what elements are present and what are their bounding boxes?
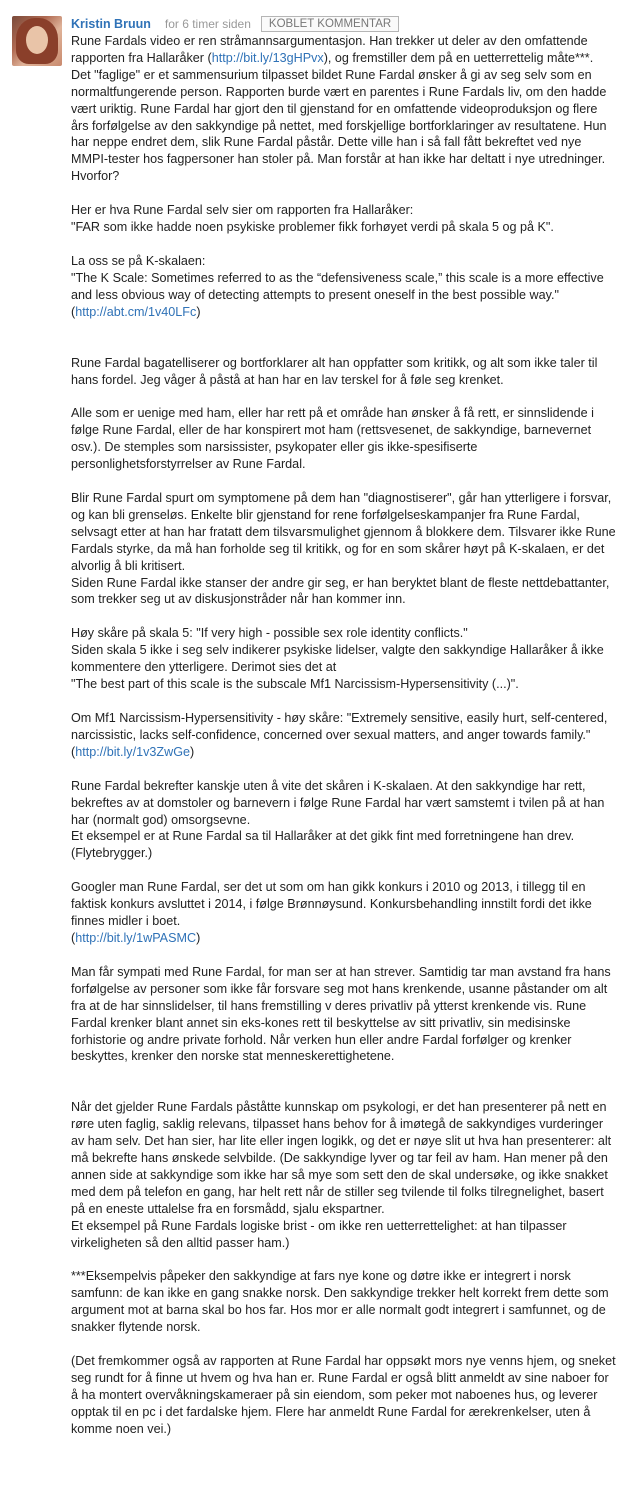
paragraph-line xyxy=(71,355,616,389)
linked-comment-badge: KOBLET KOMMENTAR xyxy=(261,16,399,32)
comment-text: ) xyxy=(196,930,201,945)
paragraph-spacer xyxy=(71,947,616,964)
comment-text: Rune Fardal bagatelliserer og bortforklarer alt han oppfatter som kritikk, og alt som ikke taler til hans fordel. Jeg våger å påstå at han har en lav terskel for å føle seg krenket. xyxy=(71,355,598,387)
comment-text: "The K Scale: Sometimes referred to as the “defensiveness scale,” this scale is a more effective and less obvious way of detecting attempts to present oneself in the best possible way." xyxy=(71,270,604,302)
paragraph-spacer xyxy=(71,1336,616,1353)
comment-text: ***Eksempelvis påpeker den sakkyndige at fars nye kone og døtre ikke er integrert i norsk samfunn: de kan ikke en gang snakke norsk. Den sakkyndige trekker helt korrekt frem dette som argument mot at barna skal bo hos far. Hos mor er alle normalt godt integrert i samfunnet, og de snakker flytende norsk. xyxy=(71,1269,609,1335)
paragraph-line xyxy=(71,676,616,693)
comment-text: Siden Rune Fardal ikke stanser der andre gir seg, er han beryktet blant de fleste nettdebattanter, som trekker seg ut av diskusjonstråder når han kommer inn. xyxy=(71,575,610,607)
comment-paragraph xyxy=(71,879,616,947)
paragraph-spacer xyxy=(71,1065,616,1099)
comment-text: "The best part of this scale is the subscale Mf1 Narcissism-Hypersensitivity (...)". xyxy=(71,677,519,692)
paragraph-line xyxy=(71,253,616,270)
paragraph-line xyxy=(71,1268,616,1336)
paragraph-line xyxy=(71,964,616,1065)
paragraph-spacer xyxy=(71,693,616,710)
paragraph-line xyxy=(71,625,616,642)
comment-paragraph xyxy=(71,405,616,473)
comment-text: Et eksempel er at Rune Fardal sa til Hallaråker at det gikk fint med forretningene han drev. (Flytebrygger.) xyxy=(71,829,575,861)
paragraph-line xyxy=(71,575,616,609)
comment-paragraph xyxy=(71,1099,616,1251)
paragraph-line xyxy=(71,1353,616,1438)
paragraph-spacer xyxy=(71,1251,616,1268)
comment-text: ), og fremstiller dem på en uetterrettelig måte***. Det "faglige" er et sammensurium tilpasset bildet Rune Fardal ønsker å gi av seg selv som en normaltfungerende person. Rapporten burde vært en parentes i Rune Fardals liv, om den hadde vært uriktig. Rune Fardal har gjort den til gjenstand for en omfattende videoproduksjon og flere års forfølgelse av den sakkyndige på nettet, med forskjellige bortforklaringer av resultatene. Hun har neppe endret dem, slik Rune Fardal påstår. Dette ville han i så fall fått bekreftet ved nye MMPI-tester hos fagpersoner han stoler på. Man forstår at han ikke har deltatt i nye utredninger. xyxy=(71,50,607,167)
comment-text: Om Mf1 Narcissism-Hypersensitivity - høy skåre: "Extremely sensitive, easily hurt, self-centered, narcissistic, lacks self-confidence, concerned over sexual matters, and anger towards family." xyxy=(71,711,608,742)
comment-text: Høy skåre på skala 5: "If very high - possible sex role identity conflicts." xyxy=(71,626,468,641)
paragraph-spacer xyxy=(71,473,616,490)
paragraph-spacer xyxy=(71,761,616,778)
comment-text: ( xyxy=(71,744,76,759)
comment-paragraph xyxy=(71,355,616,389)
comment-paragraph xyxy=(71,202,616,236)
paragraph-line xyxy=(71,1218,616,1252)
paragraph-line xyxy=(71,202,616,219)
comment-text: Alle som er uenige med ham, eller har rett på et område han ønsker å få rett, er sinnslidende i følge Rune Fardal, eller de har konspirert mot ham (rettsvesenet, de sakkyndige, barnevernet osv.). De stemples som narsissister, psykopater eller gis ikke-spesifiserte personlighetsforstyrrelser av Rune Fardal. xyxy=(71,406,594,472)
paragraph-spacer xyxy=(71,388,616,405)
comment-text: ( xyxy=(71,304,76,319)
comment-paragraph xyxy=(71,1268,616,1336)
paragraph-line xyxy=(71,778,616,829)
comment-text: Når det gjelder Rune Fardals påståtte kunnskap om psykologi, er det han presenterer på nett en røre uten faglig, saklig relevans, tilpasset hans behov for å imøtegå de sakkyndiges vurderinger av ham selv. Det han sier, har lite eller ingen logikk, og det er nøye slit ut hva han presenterer: alt må bekrefte hans ønskede selvbilde. (De sakkyndige lyver og tar feil av ham. Han mener på den annen side at sakkyndige som ikke har så mye som sett den de skal undersøke, og ikke snakket med dem på telefon en gang, har helt rett når de stiller seg tvilende til folks tilregnelighet, basert på en eneste uttalelse fra en forsmådd, sjalu ekspartner. xyxy=(71,1100,612,1216)
paragraph-line xyxy=(71,710,616,744)
comment-paragraph xyxy=(71,778,616,863)
comment-text: ( xyxy=(71,930,76,945)
paragraph-line xyxy=(71,219,616,236)
comment-paragraph xyxy=(71,253,616,321)
paragraph-line xyxy=(71,168,616,185)
paragraph-spacer xyxy=(71,185,616,202)
paragraph-line xyxy=(71,304,616,321)
comment-body xyxy=(71,33,616,1438)
avatar-face xyxy=(26,26,48,54)
paragraph-line xyxy=(71,1099,616,1217)
comment-text: Rune Fardal bekrefter kanskje uten å vite det skåren i K-skalaen. At den sakkyndige har rett, bekreftes av at domstoler og barnevern i følge Rune Fardal har vært samstemt i tvilen på at han har (normalt god) omsorgsevne. xyxy=(71,778,605,827)
paragraph-spacer xyxy=(71,236,616,253)
paragraph-line xyxy=(71,744,616,761)
author-name[interactable]: Kristin Bruun xyxy=(71,16,151,31)
paragraph-line xyxy=(71,490,616,575)
comment-link[interactable]: http://bit.ly/1wPASMC xyxy=(75,930,197,945)
paragraph-line xyxy=(71,642,616,676)
comment-text: ) xyxy=(190,744,195,759)
paragraph-line xyxy=(71,33,616,168)
comment-text: Googler man Rune Fardal, ser det ut som om han gikk konkurs i 2010 og 2013, i tillegg til en faktisk konkurs avsluttet i 2014, i følge Brønnøysund. Konkursbehandling innstilt fordi det ikke finnes midler i boet. xyxy=(71,880,592,929)
comment-text: La oss se på K-skalaen: xyxy=(71,253,206,268)
avatar[interactable] xyxy=(12,16,62,66)
comment-text: Her er hva Rune Fardal selv sier om rapporten fra Hallaråker: xyxy=(71,203,414,218)
comment-text: Rune Fardals video er ren stråmannsargumentasjon. Han trekker ut deler av den omfattende rapporten fra Hallaråker ( xyxy=(71,34,588,65)
comment-link[interactable]: http://bit.ly/1v3ZwGe xyxy=(75,744,190,759)
comment-link[interactable]: http://bit.ly/13gHPvx xyxy=(211,50,324,65)
paragraph-spacer xyxy=(71,862,616,879)
comment-text: Hvorfor? xyxy=(71,169,120,184)
comment-paragraph xyxy=(71,625,616,693)
paragraph-spacer xyxy=(71,608,616,625)
comment-paragraph xyxy=(71,710,616,761)
comment-text: Siden skala 5 ikke i seg selv indikerer psykiske lidelser, valgte den sakkyndige Hallaråker å ikke kommentere den ytterligere. Derimot sies det at xyxy=(71,643,604,675)
paragraph-line xyxy=(71,879,616,930)
comment-meta xyxy=(71,15,399,32)
comment-text: ) xyxy=(196,304,201,319)
comment-text: Et eksempel på Rune Fardals logiske brist - om ikke ren uetterrettelighet: at han tilpasser virkeligheten så den alltid passer ham.) xyxy=(71,1218,567,1250)
comment-paragraph xyxy=(71,33,616,185)
comment-link[interactable]: http://abt.cm/1v40LFc xyxy=(75,304,197,319)
comment-paragraph xyxy=(71,490,616,608)
paragraph-spacer xyxy=(71,321,616,355)
paragraph-line xyxy=(71,270,616,304)
paragraph-line xyxy=(71,828,616,862)
comment-text: (Det fremkommer også av rapporten at Rune Fardal har oppsøkt mors nye venns hjem, og sneket seg rundt for å finne ut hvem og hva han er. Rune Fardal er også blitt anmeldt av sine naboer for å ha montert overvåkningskameraer på sin eiendom, som peker mot naboenes hus, og leverer opptak til en pc i det fardalske hjem. Flere har anmeldt Rune Fardal for ærekrenkelser, uten å komme noen vei.) xyxy=(71,1354,616,1436)
paragraph-line xyxy=(71,405,616,473)
comment-paragraph xyxy=(71,964,616,1065)
comment-text: Blir Rune Fardal spurt om symptomene på dem han "diagnostiserer", går han ytterligere i forsvar, og kan bli grenseløs. Enkelte blir gjenstand for rene forfølgelseskampanjer fra Rune Fardal, selvsagt etter at han har fratatt dem tilsvarsmulighet gjennom å blokkere dem. Tilsvarer ikke Rune Fardals styrke, da må han forholde seg til kritikk, og for en som skårer høyt på K-skalaen, er det alvorlig å bli kritisert. xyxy=(71,491,616,573)
comment-paragraph xyxy=(71,1353,616,1438)
paragraph-line xyxy=(71,930,616,947)
comment-text: Man får sympati med Rune Fardal, for man ser at han strever. Samtidig tar man avstand fra hans forfølgelse av personer som ikke får forsvare seg mot hans krenkende, usanne påstander om alt fra at de har sinnslidelser, til hans fremstilling v deres privatliv på ytterst krenkende vis. Rune Fardal krenker blant annet sin eks-kones rett til beskyttelse av sitt privatliv, sin medisinske forhistorie og andre private forhold. Når verken hun eller andre Fardal forfølger og krenker beskyttes, krenker den norske stat menneskerettighetene. xyxy=(71,964,611,1064)
comment-text: "FAR som ikke hadde noen psykiske problemer fikk forhøyet verdi på skala 5 og på K". xyxy=(71,220,554,235)
timestamp[interactable]: for 6 timer siden xyxy=(164,16,251,31)
